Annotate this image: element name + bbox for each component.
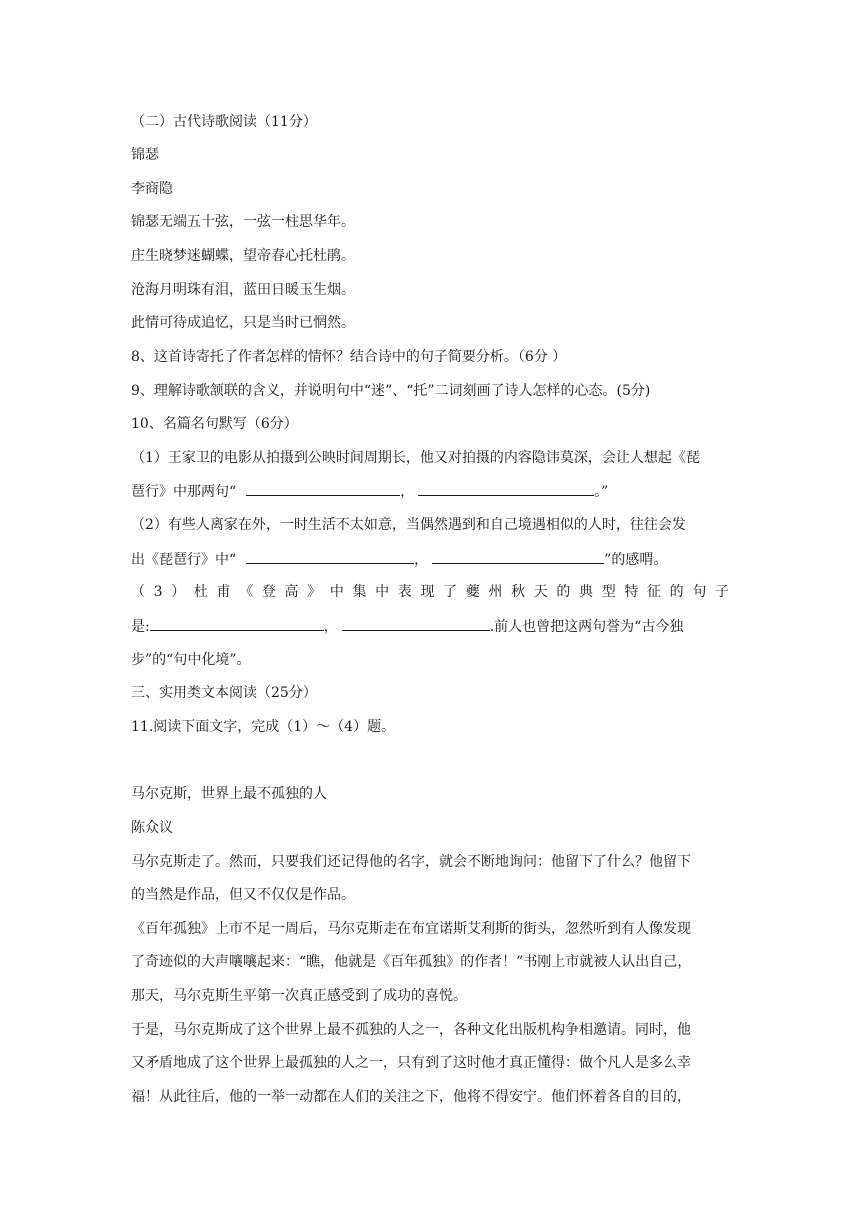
poem-title: 锦瑟 — [131, 147, 159, 163]
fill-prefix: 琶行》中那两句“ — [131, 484, 237, 500]
question-10-3-char: 3 — [153, 584, 163, 600]
question-10-3-char: 《 — [239, 584, 254, 600]
question-10-3-char: 的 — [669, 584, 684, 600]
article-line: 的当然是作品，但又不仅仅是作品。 — [131, 887, 355, 903]
article-author: 陈众议 — [131, 820, 173, 836]
article-line: 《百年孤独》上市不足一周后，马尔克斯走在布宜诺斯艾利斯的街头，忽然听到有人像发现 — [131, 921, 691, 937]
question-10-3-char: 型 — [601, 584, 616, 600]
question-10-3-char: 登 — [261, 584, 276, 600]
question-10-3-char: 现 — [420, 584, 435, 600]
question-10-3-char: （ — [131, 584, 145, 600]
question-10-3-char: 的 — [556, 584, 571, 600]
question-10-3-char: 特 — [624, 584, 639, 600]
question-10-3-char: 中 — [375, 584, 390, 600]
answer-blank[interactable] — [246, 549, 414, 564]
question-10-3-char: 征 — [647, 584, 662, 600]
question-10-3-char: 高 — [284, 584, 299, 600]
question-10-3-char: 子 — [714, 584, 729, 600]
article-line: 了奇迹似的大声嚷嚷起来：“瞧，他就是《百年孤独》的作者！”书刚上市就被人认出自己， — [131, 954, 692, 970]
section-heading-poetry: （二）古代诗歌阅读（11分） — [131, 114, 317, 130]
fill-separator: ， — [323, 619, 338, 635]
answer-blank[interactable] — [150, 616, 324, 631]
question-10-3-char: 典 — [579, 584, 594, 600]
fill-separator: ， — [414, 552, 429, 568]
question-10-3-char: 了 — [443, 584, 458, 600]
question-10-3-line1 — [131, 582, 731, 602]
question-10-2-line1: （2）有些人离家在外，一时生活不太如意，当偶然遇到和自己境遇相似的人时，往往会发 — [131, 517, 686, 533]
article-line: 于是，马尔克斯成了这个世界上最不孤独的人之一，各种文化出版机构争相邀请。同时，他 — [131, 1022, 691, 1038]
question-9: 9、理解诗歌颔联的含义，并说明句中“迷”、“托”二词刻画了诗人怎样的心态。(5分) — [131, 383, 651, 399]
question-10-3-char: 句 — [692, 584, 707, 600]
question-10: 10、名篇名句默写（6分） — [131, 416, 298, 432]
question-10-3-char: 秋 — [511, 584, 526, 600]
question-10-3-line2 — [131, 616, 731, 637]
answer-blank[interactable] — [432, 549, 604, 564]
fill-suffix: ”的感喟。 — [604, 552, 668, 568]
question-10-3-char: 州 — [488, 584, 503, 600]
article-line: 马尔克斯走了。然而，只要我们还记得他的名字，就会不断地询问：他留下了什么？他留下 — [131, 854, 691, 870]
question-10-3-char: 甫 — [216, 584, 231, 600]
article-line: 那天，马尔克斯生平第一次真正感受到了成功的喜悦。 — [131, 988, 467, 1004]
question-10-3-char: 天 — [533, 584, 548, 600]
question-10-3-char: ） — [171, 584, 186, 600]
question-10-3-char: 集 — [352, 584, 367, 600]
poem-line: 沧海月明珠有泪，蓝田日暖玉生烟。 — [131, 282, 355, 298]
answer-blank[interactable] — [246, 481, 400, 496]
question-8: 8、这首诗寄托了作者怎样的情怀？结合诗中的句子简要分析。（6分 ） — [131, 349, 567, 365]
answer-blank[interactable] — [418, 481, 594, 496]
question-10-1-line1: （1）王家卫的电影从拍摄到公映时间周期长，他又对拍摄的内容隐讳莫深，会让人想起《琵 — [131, 450, 700, 466]
question-10-3-char: 》 — [307, 584, 322, 600]
question-10-3-char: 中 — [329, 584, 344, 600]
question-11: 11.阅读下面文字，完成（1）～（4）题。 — [131, 719, 396, 735]
section-heading-practical: 三、实用类文本阅读（25分） — [131, 685, 317, 701]
question-10-3-char: 夔 — [465, 584, 480, 600]
fill-prefix: 是: — [131, 619, 150, 635]
question-10-3-char: 表 — [397, 584, 412, 600]
poem-author: 李商隐 — [131, 181, 173, 197]
question-10-1-line2 — [131, 481, 731, 502]
fill-suffix: 。” — [594, 484, 609, 500]
article-title: 马尔克斯，世界上最不孤独的人 — [131, 786, 327, 802]
poem-line: 锦瑟无端五十弦，一弦一柱思华年。 — [131, 214, 355, 230]
poem-line: 此情可待成追忆，只是当时已惘然。 — [131, 315, 355, 331]
fill-separator: ， — [400, 484, 415, 500]
fill-prefix: 出《琵琶行》中“ — [131, 552, 237, 568]
article-line: 又矛盾地成了这个世界上最孤独的人之一，只有到了这时他才真正懂得：做个凡人是多么幸 — [131, 1055, 691, 1071]
question-10-3-line3: 步”的“句中化境”。 — [131, 652, 251, 668]
answer-blank[interactable] — [342, 616, 490, 631]
article-line: 福！从此往后，他的一举一动都在人们的关注之下，他将不得安宁。他们怀着各自的目的， — [131, 1089, 691, 1105]
fill-suffix: .前人也曾把这两句誉为“古今独 — [489, 619, 684, 635]
question-10-2-line2 — [131, 549, 731, 570]
question-10-3-char: 杜 — [193, 584, 208, 600]
poem-line: 庄生晓梦迷蝴蝶，望帝春心托杜鹃。 — [131, 248, 355, 264]
